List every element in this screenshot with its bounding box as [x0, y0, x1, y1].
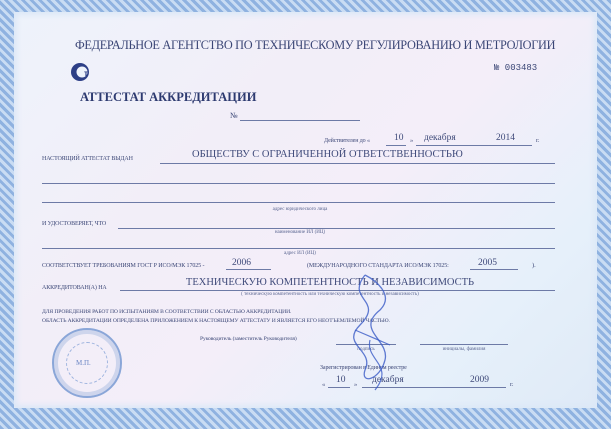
- official-seal: [52, 328, 122, 398]
- registered-quote: »: [354, 381, 358, 388]
- name-sign-caption: инициалы, фамилия: [442, 347, 486, 352]
- intl-label: (МЕЖДУНАРОДНОГО СТАНДАРТА ИСО/МЭК 17025:: [307, 263, 449, 269]
- seal-text: М.П.: [76, 359, 91, 367]
- scope-line2: ОБЛАСТЬ АККРЕДИТАЦИИ ОПРЕДЕЛЕНА ПРИЛОЖЕНИЕМ К НАСТОЯЩЕМУ АТТЕСТАТУ И ЯВЛЯЕТСЯ ЕГО НЕОТЪЕМЛЕМОЙ ЧАСТЬЮ.: [42, 318, 390, 324]
- valid-day: 10: [394, 133, 404, 143]
- rst-logo-icon: [70, 62, 92, 82]
- valid-suffix: г.: [536, 137, 540, 144]
- conforms-close: ).: [532, 262, 536, 269]
- signature-label: Руководитель (заместитель Руководителя): [200, 336, 297, 342]
- valid-quote: »: [410, 137, 414, 144]
- conforms-label: СООТВЕТСТВУЕТ ТРЕБОВАНИЯМ ГОСТ Р ИСО/МЭК 17025 -: [42, 263, 205, 269]
- registered-day: 10: [336, 375, 346, 385]
- valid-year: 2014: [496, 133, 515, 143]
- issued-caption: адрес юридического лица: [272, 207, 328, 212]
- number-label: №: [230, 111, 238, 120]
- scope-line1: ДЛЯ ПРОВЕДЕНИЯ РАБОТ ПО ИСПЫТАНИЯМ В СООТВЕТСТВИИ С ОБЛАСТЬЮ АККРЕДИТАЦИИ.: [42, 309, 292, 315]
- registered-label: Зарегистрирован в Едином реестре: [320, 365, 407, 371]
- serial-number: № 003483: [494, 63, 538, 73]
- registered-suffix: г.: [510, 381, 514, 388]
- address-caption: адрес ИЛ (ИЦ): [284, 251, 316, 256]
- issued-value: ОБЩЕСТВУ С ОГРАНИЧЕННОЙ ОТВЕТСТВЕННОСТЬЮ: [192, 149, 463, 160]
- document-title: АТТЕСТАТ АККРЕДИТАЦИИ: [80, 90, 257, 104]
- intl-year: 2005: [478, 258, 497, 268]
- accredited-value: ТЕХНИЧЕСКУЮ КОМПЕТЕНТНОСТЬ И НЕЗАВИСИМОСТЬ: [185, 277, 475, 288]
- valid-month: декабря: [424, 133, 456, 143]
- name-caption: наименование ИЛ (ИЦ): [274, 230, 326, 235]
- valid-label: Действителен до «: [324, 138, 370, 144]
- agency-title: ФЕДЕРАЛЬНОЕ АГЕНТСТВО ПО ТЕХНИЧЕСКОМУ РЕГУЛИРОВАНИЮ И МЕТРОЛОГИИ: [75, 38, 556, 52]
- registered-open: «: [322, 381, 326, 388]
- svg-text:т: т: [84, 69, 88, 78]
- accredited-label: АККРЕДИТОВАН(А) НА: [42, 285, 107, 291]
- signature-mark: [335, 270, 405, 400]
- certifies-label: И УДОСТОВЕРЯЕТ, ЧТО: [42, 221, 107, 227]
- registered-year: 2009: [470, 375, 489, 385]
- issued-label: НАСТОЯЩИЙ АТТЕСТАТ ВЫДАН: [42, 156, 133, 162]
- accredited-caption: ( техническую компетентность или техническую компетентность и независимость): [241, 292, 419, 297]
- sign-caption: подпись: [357, 347, 375, 352]
- gost-year: 2006: [232, 258, 251, 268]
- registered-month: декабря: [372, 375, 404, 385]
